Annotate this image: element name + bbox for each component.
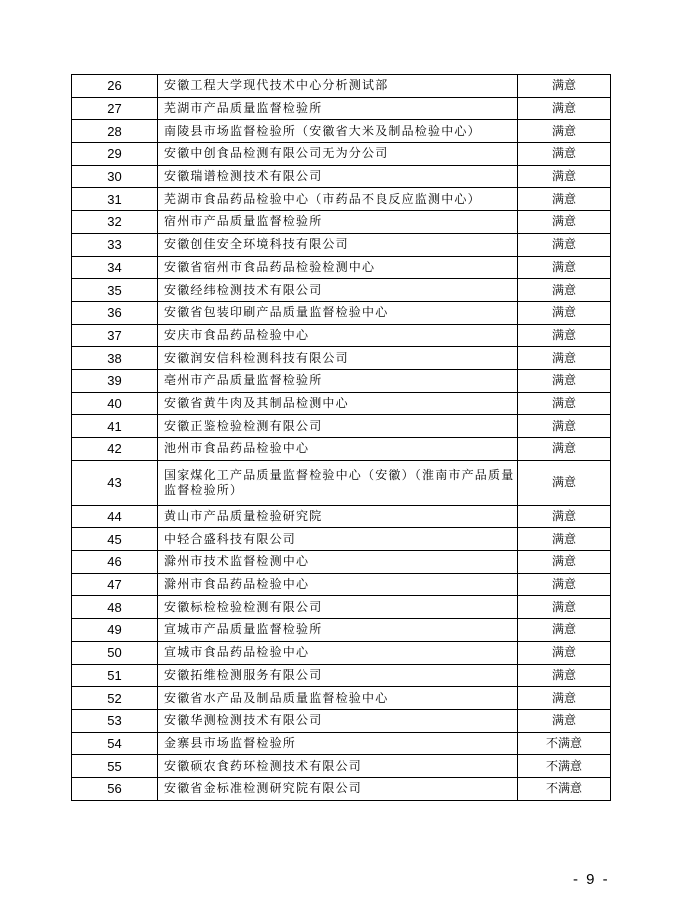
row-number: 52 bbox=[72, 687, 158, 710]
row-number: 44 bbox=[72, 505, 158, 528]
table-row bbox=[72, 596, 611, 619]
institution-name: 南陵县市场监督检验所（安徽省大米及制品检验中心） bbox=[158, 120, 518, 143]
row-number: 39 bbox=[72, 369, 158, 392]
table-row bbox=[72, 188, 611, 211]
row-number: 33 bbox=[72, 233, 158, 256]
satisfaction-result: 满意 bbox=[518, 573, 611, 596]
table-row bbox=[72, 505, 611, 528]
satisfaction-result: 满意 bbox=[518, 233, 611, 256]
table-row bbox=[72, 211, 611, 234]
satisfaction-result: 满意 bbox=[518, 709, 611, 732]
institution-name: 池州市食品药品检验中心 bbox=[158, 438, 518, 461]
table-row bbox=[72, 392, 611, 415]
row-number: 46 bbox=[72, 551, 158, 574]
table-row bbox=[72, 347, 611, 370]
satisfaction-result: 满意 bbox=[518, 392, 611, 415]
row-number: 27 bbox=[72, 97, 158, 120]
satisfaction-result: 满意 bbox=[518, 188, 611, 211]
satisfaction-result: 不满意 bbox=[518, 777, 611, 800]
institution-name: 安徽润安信科检测科技有限公司 bbox=[158, 347, 518, 370]
table-row bbox=[72, 256, 611, 279]
satisfaction-result: 满意 bbox=[518, 438, 611, 461]
satisfaction-result: 不满意 bbox=[518, 755, 611, 778]
institution-name: 安徽正鉴检验检测有限公司 bbox=[158, 415, 518, 438]
row-number: 32 bbox=[72, 211, 158, 234]
satisfaction-result: 满意 bbox=[518, 165, 611, 188]
row-number: 54 bbox=[72, 732, 158, 755]
satisfaction-result: 满意 bbox=[518, 664, 611, 687]
table-row bbox=[72, 619, 611, 642]
satisfaction-result: 满意 bbox=[518, 324, 611, 347]
institution-name: 宣城市产品质量监督检验所 bbox=[158, 619, 518, 642]
table-row bbox=[72, 301, 611, 324]
table-row bbox=[72, 709, 611, 732]
institution-name: 安徽中创食品检测有限公司无为分公司 bbox=[158, 143, 518, 166]
row-number: 30 bbox=[72, 165, 158, 188]
table-row bbox=[72, 664, 611, 687]
table-row bbox=[72, 120, 611, 143]
satisfaction-result: 满意 bbox=[518, 596, 611, 619]
page-number: - 9 - bbox=[573, 871, 610, 888]
institution-name: 安徽瑞谱检测技术有限公司 bbox=[158, 165, 518, 188]
row-number: 29 bbox=[72, 143, 158, 166]
row-number: 42 bbox=[72, 438, 158, 461]
table-row bbox=[72, 528, 611, 551]
institution-name: 黄山市产品质量检验研究院 bbox=[158, 505, 518, 528]
table-row bbox=[72, 75, 611, 98]
table-row bbox=[72, 641, 611, 664]
row-number: 48 bbox=[72, 596, 158, 619]
satisfaction-result: 满意 bbox=[518, 120, 611, 143]
institution-name: 安庆市食品药品检验中心 bbox=[158, 324, 518, 347]
satisfaction-result: 不满意 bbox=[518, 732, 611, 755]
table-row bbox=[72, 279, 611, 302]
table-row bbox=[72, 551, 611, 574]
institution-name: 滁州市食品药品检验中心 bbox=[158, 573, 518, 596]
institution-name: 安徽硕农食药环检测技术有限公司 bbox=[158, 755, 518, 778]
satisfaction-result: 满意 bbox=[518, 211, 611, 234]
table-row bbox=[72, 165, 611, 188]
institution-name: 芜湖市产品质量监督检验所 bbox=[158, 97, 518, 120]
table-row bbox=[72, 233, 611, 256]
row-number: 26 bbox=[72, 75, 158, 98]
institution-name: 宣城市食品药品检验中心 bbox=[158, 641, 518, 664]
row-number: 31 bbox=[72, 188, 158, 211]
table-row bbox=[72, 438, 611, 461]
satisfaction-result: 满意 bbox=[518, 143, 611, 166]
institution-name: 安徽拓维检测服务有限公司 bbox=[158, 664, 518, 687]
satisfaction-result: 满意 bbox=[518, 687, 611, 710]
results-table bbox=[71, 74, 611, 801]
row-number: 56 bbox=[72, 777, 158, 800]
row-number: 50 bbox=[72, 641, 158, 664]
satisfaction-result: 满意 bbox=[518, 460, 611, 505]
row-number: 53 bbox=[72, 709, 158, 732]
row-number: 47 bbox=[72, 573, 158, 596]
institution-name: 安徽省水产品及制品质量监督检验中心 bbox=[158, 687, 518, 710]
institution-name: 安徽省黄牛肉及其制品检测中心 bbox=[158, 392, 518, 415]
satisfaction-result: 满意 bbox=[518, 619, 611, 642]
table-row bbox=[72, 143, 611, 166]
satisfaction-result: 满意 bbox=[518, 347, 611, 370]
table-row bbox=[72, 415, 611, 438]
row-number: 51 bbox=[72, 664, 158, 687]
satisfaction-result: 满意 bbox=[518, 369, 611, 392]
row-number: 40 bbox=[72, 392, 158, 415]
row-number: 35 bbox=[72, 279, 158, 302]
table-row bbox=[72, 324, 611, 347]
row-number: 38 bbox=[72, 347, 158, 370]
row-number: 41 bbox=[72, 415, 158, 438]
institution-name: 安徽华测检测技术有限公司 bbox=[158, 709, 518, 732]
satisfaction-result: 满意 bbox=[518, 551, 611, 574]
table-row bbox=[72, 732, 611, 755]
satisfaction-result: 满意 bbox=[518, 97, 611, 120]
row-number: 28 bbox=[72, 120, 158, 143]
institution-name: 安徽省包装印刷产品质量监督检验中心 bbox=[158, 301, 518, 324]
table-row bbox=[72, 369, 611, 392]
institution-name: 芜湖市食品药品检验中心（市药品不良反应监测中心） bbox=[158, 188, 518, 211]
table-row bbox=[72, 460, 611, 505]
institution-name: 国家煤化工产品质量监督检验中心（安徽）（淮南市产品质量监督检验所） bbox=[158, 460, 518, 505]
satisfaction-result: 满意 bbox=[518, 415, 611, 438]
institution-name: 中轻合盛科技有限公司 bbox=[158, 528, 518, 551]
satisfaction-result: 满意 bbox=[518, 279, 611, 302]
satisfaction-result: 满意 bbox=[518, 256, 611, 279]
row-number: 36 bbox=[72, 301, 158, 324]
row-number: 45 bbox=[72, 528, 158, 551]
row-number: 55 bbox=[72, 755, 158, 778]
row-number: 43 bbox=[72, 460, 158, 505]
institution-name: 金寨县市场监督检验所 bbox=[158, 732, 518, 755]
institution-name: 宿州市产品质量监督检验所 bbox=[158, 211, 518, 234]
satisfaction-result: 满意 bbox=[518, 528, 611, 551]
table-row bbox=[72, 97, 611, 120]
institution-name: 安徽经纬检测技术有限公司 bbox=[158, 279, 518, 302]
institution-name: 亳州市产品质量监督检验所 bbox=[158, 369, 518, 392]
table-row bbox=[72, 687, 611, 710]
table-row bbox=[72, 573, 611, 596]
row-number: 37 bbox=[72, 324, 158, 347]
row-number: 49 bbox=[72, 619, 158, 642]
table-row bbox=[72, 755, 611, 778]
institution-name: 安徽工程大学现代技术中心分析测试部 bbox=[158, 75, 518, 98]
satisfaction-result: 满意 bbox=[518, 75, 611, 98]
institution-name: 安徽标检检验检测有限公司 bbox=[158, 596, 518, 619]
table-row bbox=[72, 777, 611, 800]
row-number: 34 bbox=[72, 256, 158, 279]
institution-name: 安徽省宿州市食品药品检验检测中心 bbox=[158, 256, 518, 279]
institution-name: 滁州市技术监督检测中心 bbox=[158, 551, 518, 574]
satisfaction-result: 满意 bbox=[518, 641, 611, 664]
institution-name: 安徽省金标准检测研究院有限公司 bbox=[158, 777, 518, 800]
satisfaction-result: 满意 bbox=[518, 505, 611, 528]
satisfaction-result: 满意 bbox=[518, 301, 611, 324]
institution-name: 安徽创佳安全环境科技有限公司 bbox=[158, 233, 518, 256]
